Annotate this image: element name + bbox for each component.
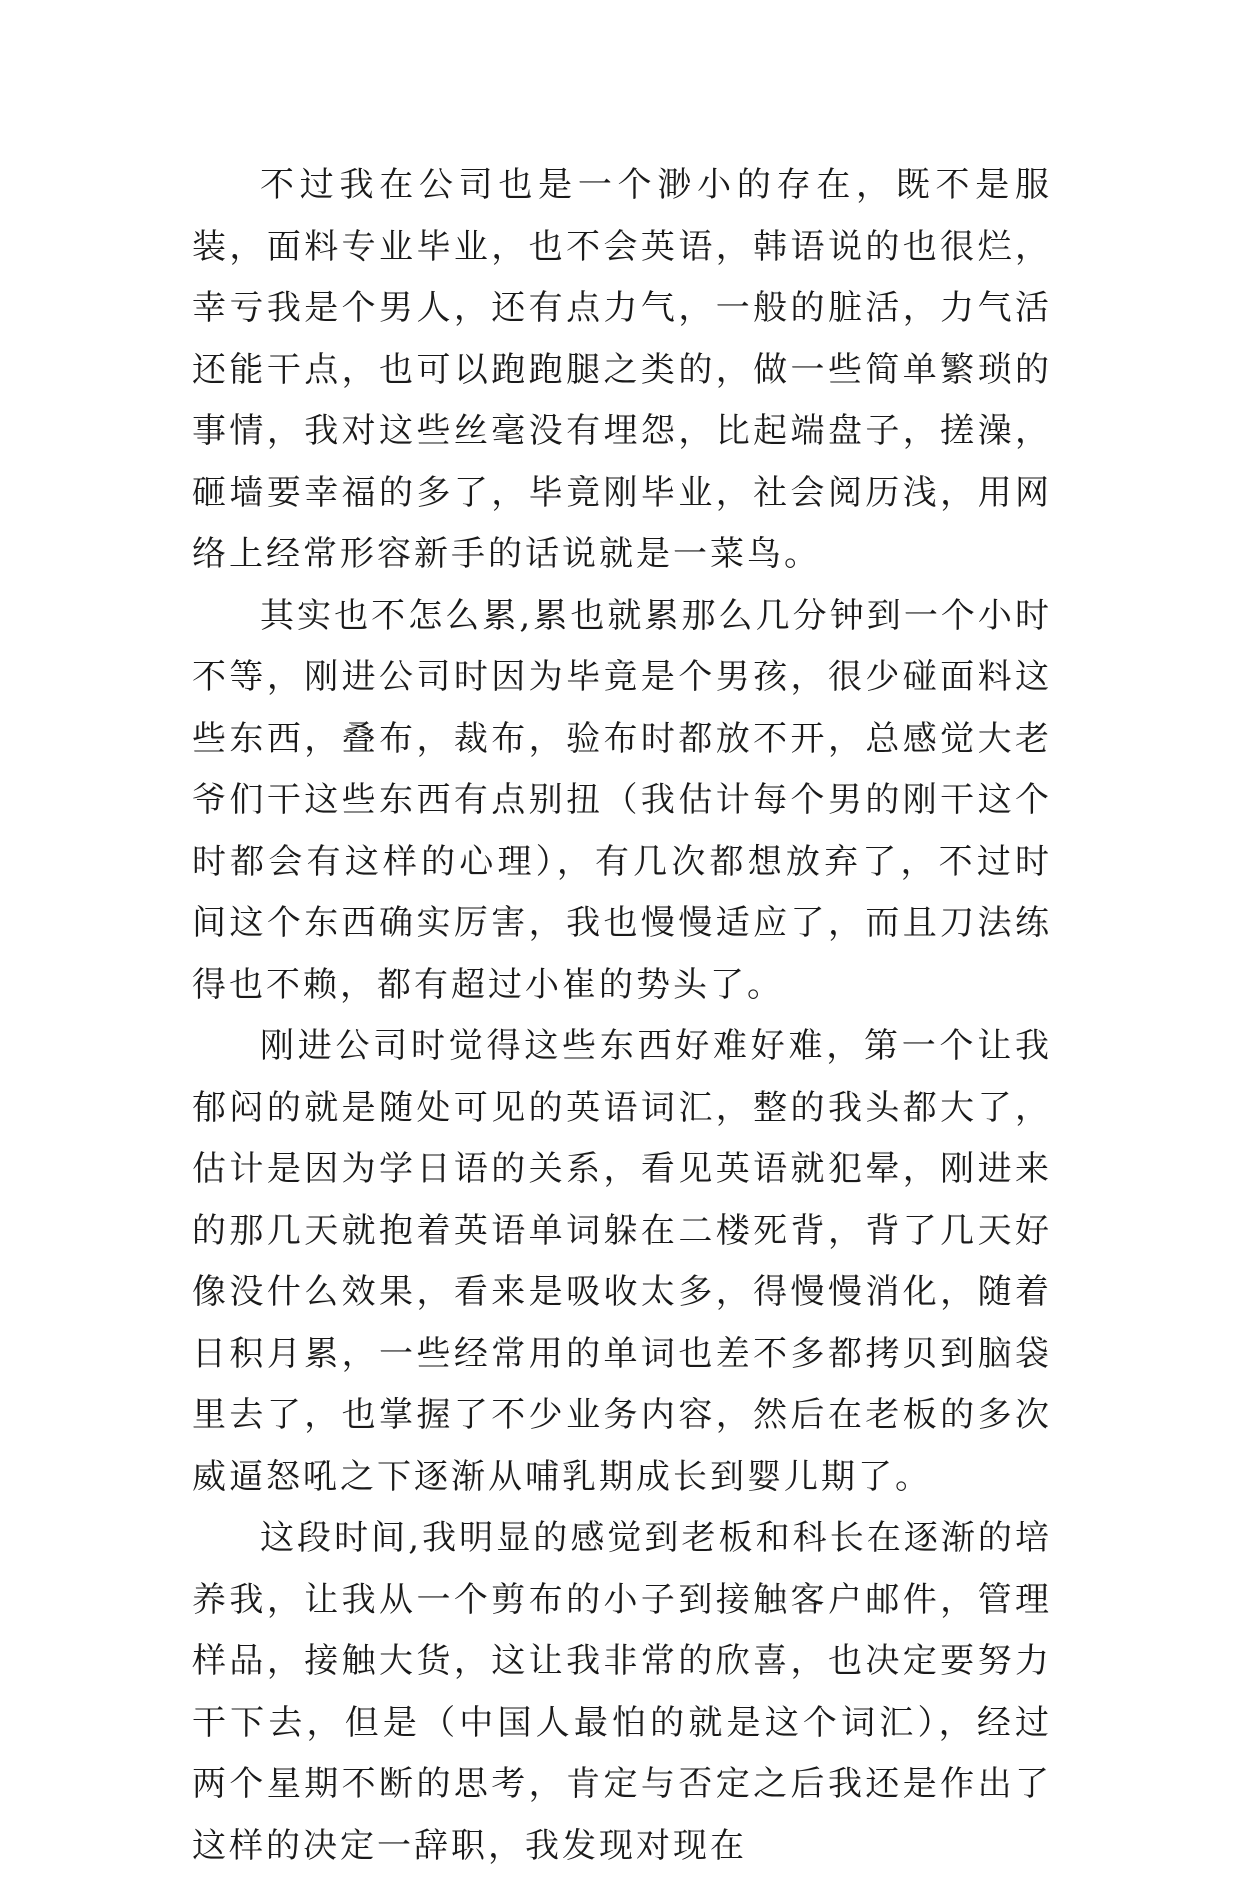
paragraph-3: 刚进公司时觉得这些东西好难好难，第一个让我郁闷的就是随处可见的英语词汇，整的我头都大了，估计是因为学日语的关系，看见英语就犯晕，刚进来的那几天就抱着英语单词躲在二楼死背，背了几天好像没什么效果，看来是吸收太多，得慢慢消化，随着日积月累，一些经常用的单词也差不多都拷贝到脑袋里去了，也掌握了不少业务内容，然后在老板的多次威逼怒吼之下逐渐从哺乳期成长到婴儿期了。 (192, 1026, 1052, 1497)
document-body (192, 155, 1052, 1877)
paragraph-1: 不过我在公司也是一个渺小的存在，既不是服装，面料专业毕业，也不会英语，韩语说的也很烂，幸亏我是个男人，还有点力气，一般的脏活，力气活还能干点，也可以跑跑腿之类的，做一些简单繁琐的事情，我对这些丝毫没有埋怨，比起端盘子，搓澡，砸墙要幸福的多了，毕竟刚毕业，社会阅历浅，用网络上经常形容新手的话说就是一菜鸟。 (192, 165, 1052, 574)
paragraph-4: 这段时间,我明显的感觉到老板和科长在逐渐的培养我，让我从一个剪布的小子到接触客户邮件，管理样品，接触大货，这让我非常的欣喜，也决定要努力干下去，但是（中国人最怕的就是这个词汇），经过两个星期不断的思考，肯定与否定之后我还是作出了这样的决定一辞职，我发现对现在 (192, 1518, 1052, 1866)
paragraph-2: 其实也不怎么累,累也就累那么几分钟到一个小时不等，刚进公司时因为毕竟是个男孩，很少碰面料这些东西，叠布，裁布，验布时都放不开，总感觉大老爷们干这些东西有点别扭（我估计每个男的刚干这个时都会有这样的心理），有几次都想放弃了，不过时间这个东西确实厉害，我也慢慢适应了，而且刀法练得也不赖，都有超过小崔的势头了。 (192, 595, 1052, 1005)
